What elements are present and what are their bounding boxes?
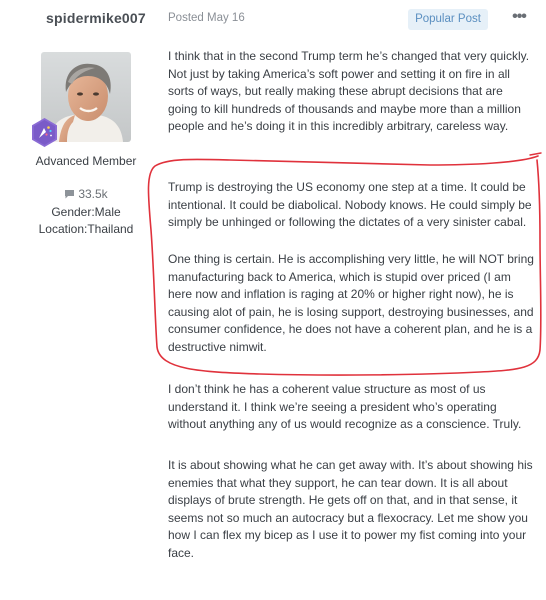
post-paragraph: One thing is certain. He is accomplishing very little, he will NOT bring manufacturing back to America, which is stupid over priced (I am here now and inflation is raging at 20% or higher right now), he is causing alot of pain, he is losing support, destroying businesses, and consumer confidence, he does not have a coherent plan, and he is a destructive nimwit. [168,252,534,354]
member-title: Advanced Member [35,154,137,168]
rank-badge-icon [29,117,60,148]
author-location: Location:Thailand [38,222,134,236]
author-gender: Gender:Male [51,205,121,219]
post-paragraph: I don’t think he has a coherent value structure as most of us understand it. I think we’re seeing a president who’s operating without anything any of us would recognize as a conscience. Truly. [168,382,522,432]
posted-date[interactable]: Posted May 16 [168,12,245,24]
post-paragraph: Trump is destroying the US economy one step at a time. It could be intentional. It could be diabolical. Nobody knows. He could simply be simply be unhinged or following the dictates of a very sinister cabal. [168,180,532,230]
popular-post-badge: Popular Post [408,9,488,30]
comment-bubble-icon [64,188,75,202]
post-paragraph: It is about showing what he can get away with. It’s about showing his enemies that what they support, he can tear down. It is all about displays of brute strength. He gets off on that, and in that sense, it seems not so much an autocracy but a flexocracy. Let me show you how I can flex my bicep as I use it to power my fist coming into your face. [168,458,533,560]
ellipsis-icon[interactable]: ••• [512,8,526,25]
post-header [0,0,546,38]
reputation-value: 33.5k [78,187,108,201]
reputation-count [0,187,172,202]
author-username-link[interactable]: spidermike007 [46,10,146,26]
post-paragraph: I think that in the second Trump term he’s changed that very quickly. Not just by taking America’s soft power and setting it on fire in all sorts of ways, but really making these abrupt decisions that are going to kill hundreds of thousands and maybe more than a million people and he’s doing it in this incredibly arbitrary, careless way. [168,49,530,134]
